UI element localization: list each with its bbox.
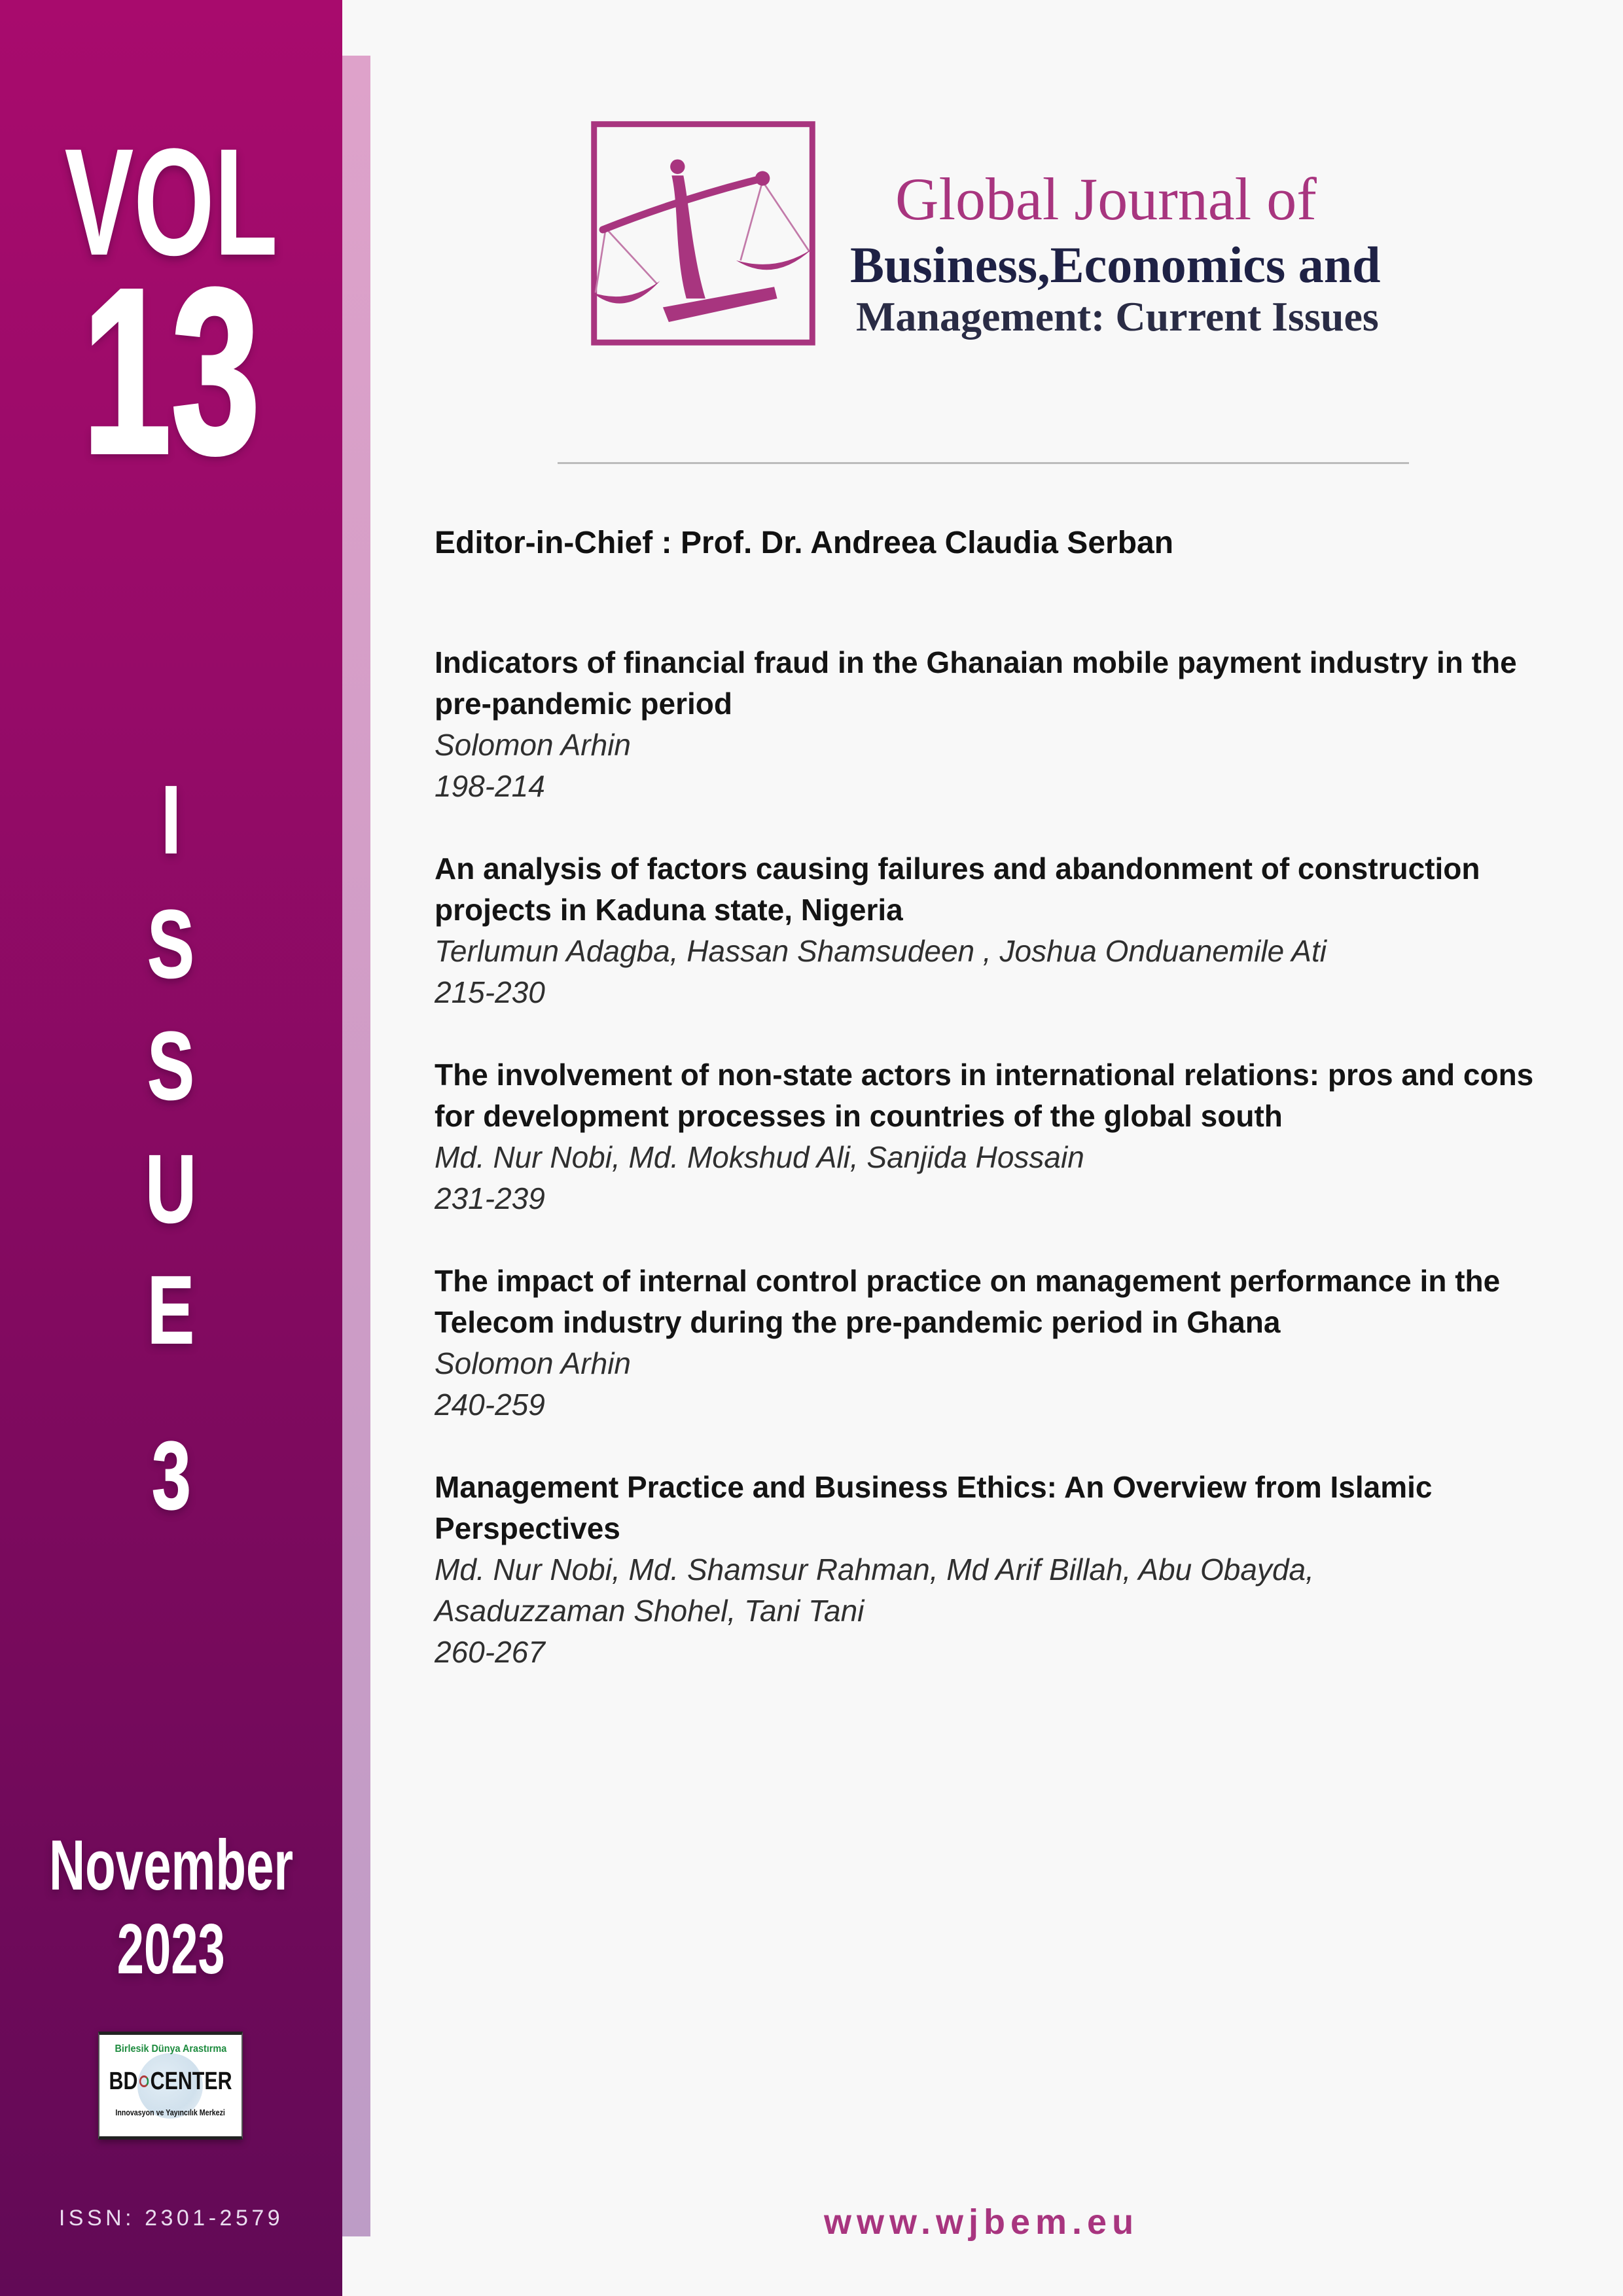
issue-letter-text: E	[147, 1257, 195, 1364]
issue-letter	[0, 891, 342, 998]
issue-letter	[0, 1257, 342, 1364]
issue-letter	[0, 1013, 342, 1120]
article-title: An analysis of factors causing failures and abandonment of construction projects in Kaduna state, Nigeria	[435, 852, 1480, 927]
journal-title-line-1: Global Journal of	[895, 166, 1317, 232]
scales-of-justice-icon	[590, 120, 817, 347]
article-pages: 240-259	[435, 1388, 545, 1422]
issue-letter-text: I	[161, 766, 181, 874]
article-authors: Md. Nur Nobi, Md. Mokshud Ali, Sanjida Hossain	[435, 1140, 1084, 1174]
header-divider	[558, 462, 1409, 464]
decorative-strip	[342, 56, 370, 2236]
article-entry	[435, 848, 1554, 1013]
volume-label-text: VOL	[64, 117, 278, 287]
issue-letter	[0, 1136, 342, 1243]
issue-number-text: 3	[151, 1422, 191, 1530]
publisher-logo-name-right: CENTER	[150, 2068, 232, 2095]
article-title: Management Practice and Business Ethics: An Overview from Islamic Perspectives	[435, 1470, 1433, 1545]
article-entry	[435, 1054, 1554, 1219]
issue-letter	[0, 766, 342, 874]
publisher-logo	[98, 2032, 243, 2140]
article-title: Indicators of financial fraud in the Ghanaian mobile payment industry in the pre-pandemic period	[435, 645, 1517, 721]
article-authors: Terlumun Adagba, Hassan Shamsudeen , Joshua Onduanemile Ati	[435, 934, 1327, 968]
publisher-logo-name	[99, 2069, 241, 2094]
issue-year	[0, 1909, 342, 1989]
article-pages: 215-230	[435, 975, 545, 1009]
article-entry	[435, 642, 1554, 807]
publisher-logo-top-line	[99, 2044, 241, 2054]
article-pages: 231-239	[435, 1181, 545, 1215]
article-title: The impact of internal control practice on management performance in the Telecom industry during the pre-pandemic period in Ghana	[435, 1264, 1501, 1339]
publisher-logo-name-group	[109, 2069, 232, 2094]
volume-number-text: 13	[82, 240, 260, 503]
issue-year-text: 2023	[117, 1909, 225, 1989]
volume-number	[0, 240, 342, 503]
publisher-logo-bottom-line	[99, 2108, 241, 2117]
table-of-contents	[435, 642, 1554, 1714]
issue-number	[0, 1422, 342, 1530]
article-entry	[435, 1261, 1554, 1426]
issue-month-text: November	[48, 1825, 294, 1905]
editor-in-chief: Editor-in-Chief : Prof. Dr. Andreea Claudia Serban	[435, 526, 1174, 560]
publisher-logo-top-text: Birlesik Dünya Arastırma	[115, 2043, 226, 2054]
article-entry	[435, 1467, 1554, 1673]
issue-letter-text: S	[147, 1013, 195, 1120]
article-pages: 260-267	[435, 1635, 545, 1669]
article-authors: Solomon Arhin	[435, 728, 632, 762]
journal-website: www.wjbem.eu	[824, 2202, 1139, 2242]
issn-number: ISSN: 2301-2579	[58, 2206, 284, 2231]
article-title: The involvement of non-state actors in international relations: pros and cons for development processes in countries of the global south	[435, 1058, 1534, 1133]
publisher-logo-bottom-text: Innovasyon ve Yayıncılık Merkezi	[115, 2108, 226, 2117]
journal-title-line-3: Management: Current Issues	[856, 293, 1379, 340]
article-authors: Md. Nur Nobi, Md. Shamsur Rahman, Md Arif Billah, Abu Obayda, Asaduzzaman Shohel, Tani Tani	[435, 1552, 1314, 1628]
issue-letter-text: S	[147, 891, 195, 998]
article-pages: 198-214	[435, 769, 545, 803]
swirl-icon	[139, 2075, 149, 2087]
article-authors: Solomon Arhin	[435, 1346, 632, 1380]
journal-title-line-2: Business,Economics and	[850, 236, 1381, 293]
publisher-logo-name-left: BD	[109, 2068, 138, 2095]
issue-letter-text: U	[145, 1136, 197, 1243]
issue-month	[0, 1825, 342, 1905]
